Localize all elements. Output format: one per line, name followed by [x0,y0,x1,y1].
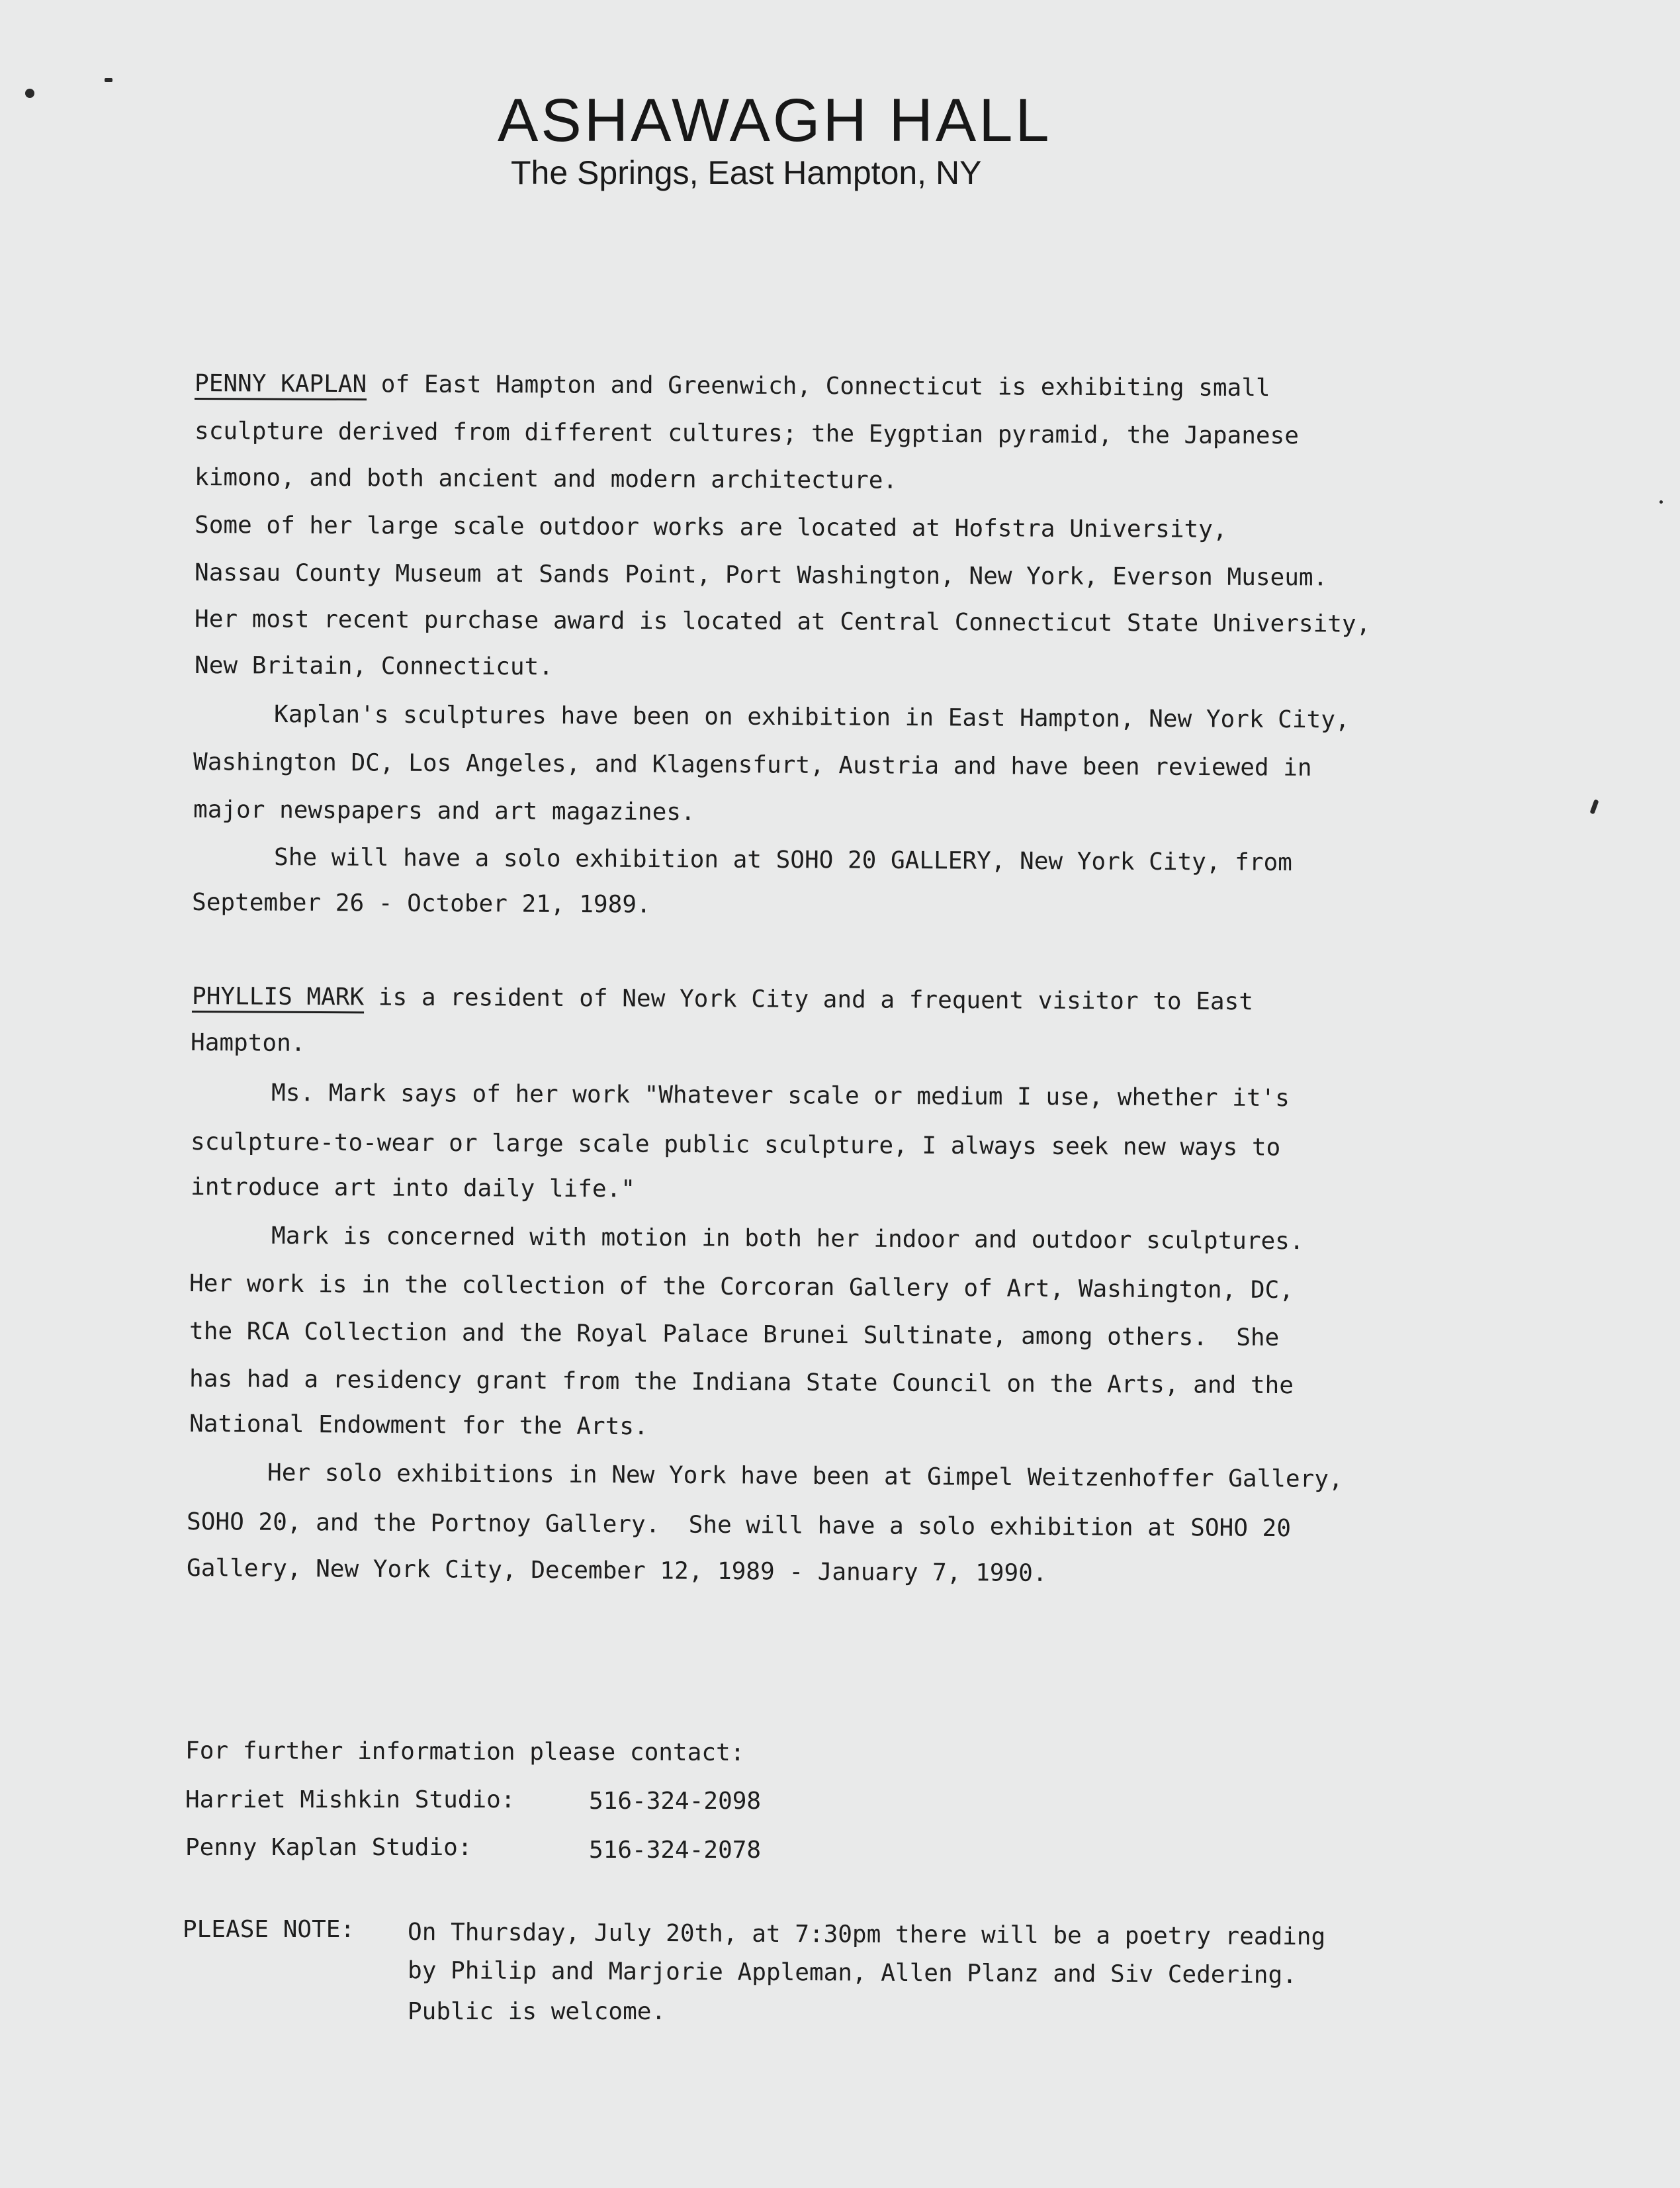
contact-mishkin-label: Harriet Mishkin Studio: [185,1786,515,1813]
kaplan-line-6: Her most recent purchase award is located at Central Connecticut State University, [194,606,1371,638]
page-subtitle: The Springs, East Hampton, NY [511,154,982,191]
paper-speck [1659,500,1663,504]
mark-name: PHYLLIS MARK [191,983,365,1011]
kaplan-line-2: sculpture derived from different cultures; the Eygptian pyramid, the Japanese [194,418,1300,450]
mark-line-8: the RCA Collection and the Royal Palace Brunei Sultinate, among others. She [189,1318,1280,1352]
kaplan-line-1 [195,372,1270,400]
mark-line-11: Her solo exhibitions in New York have been at Gimpel Weitzenhoffer Gallery, [267,1459,1343,1493]
mark-line-5: introduce art into daily life." [190,1173,636,1203]
contact-mishkin-phone: 516-324-2098 [589,1788,762,1815]
mark-line-7: Her work is in the collection of the Corcoran Gallery of Art, Washington, DC, [189,1270,1294,1304]
kaplan-name: PENNY KAPLAN [194,370,367,398]
mark-line-2: Hampton. [190,1029,306,1057]
kaplan-line-12: September 26 - October 21, 1989. [191,889,651,919]
contact-kaplan-phone: 516-324-2078 [589,1837,762,1864]
note-label: PLEASE NOTE: [183,1916,355,1943]
kaplan-line-4: Some of her large scale outdoor works are located at Hofstra University, [194,512,1227,543]
contact-heading: For further information please contact: [185,1737,745,1766]
mark-line-6: Mark is concerned with motion in both her indoor and outdoor sculptures. [271,1222,1304,1255]
mark-line-13: Gallery, New York City, December 12, 1989 - January 7, 1990. [186,1555,1047,1587]
note-line-1: On Thursday, July 20th, at 7:30pm there will be a poetry reading [407,1919,1326,1951]
kaplan-line-7: New Britain, Connecticut. [194,652,554,681]
kaplan-line-11: She will have a solo exhibition at SOHO 20 GALLERY, New York City, from [273,844,1293,877]
paper-speck [105,78,112,82]
mark-line-1 [192,985,1253,1014]
mark-line-9: has had a residency grant from the Indiana State Council on the Arts, and the [189,1365,1294,1400]
kaplan-line-5: Nassau County Museum at Sands Point, Port Washington, New York, Everson Museum. [194,559,1328,592]
kaplan-line-10: major newspapers and art magazines. [193,796,695,826]
paper-speck [1589,799,1599,814]
note-line-3: Public is welcome. [408,1998,666,2025]
kaplan-line-9: Washington DC, Los Angeles, and Klagensfurt, Austria and have been reviewed in [193,749,1312,782]
paper-speck [25,89,34,98]
mark-text: is a resident of New York City and a frequent visitor to East [364,983,1254,1016]
contact-kaplan-label: Penny Kaplan Studio: [185,1834,472,1861]
mark-line-10: National Endowment for the Arts. [189,1410,648,1441]
mark-line-3: Ms. Mark says of her work "Whatever scale or medium I use, whether it's [271,1079,1290,1113]
note-line-2: by Philip and Marjorie Appleman, Allen Planz and Siv Cedering. [407,1957,1297,1989]
mark-line-12: SOHO 20, and the Portnoy Gallery. She will have a solo exhibition at SOHO 20 [186,1508,1292,1543]
kaplan-line-8: Kaplan's sculptures have been on exhibition in East Hampton, New York City, [273,701,1350,734]
kaplan-text: of East Hampton and Greenwich, Connecticut is exhibiting small [367,371,1270,402]
kaplan-line-3: kimono, and both ancient and modern architecture. [194,464,898,494]
page-title: ASHAWAGH HALL [498,87,1052,154]
mark-line-4: sculpture-to-wear or large scale public sculpture, I always seek new ways to [190,1128,1281,1162]
